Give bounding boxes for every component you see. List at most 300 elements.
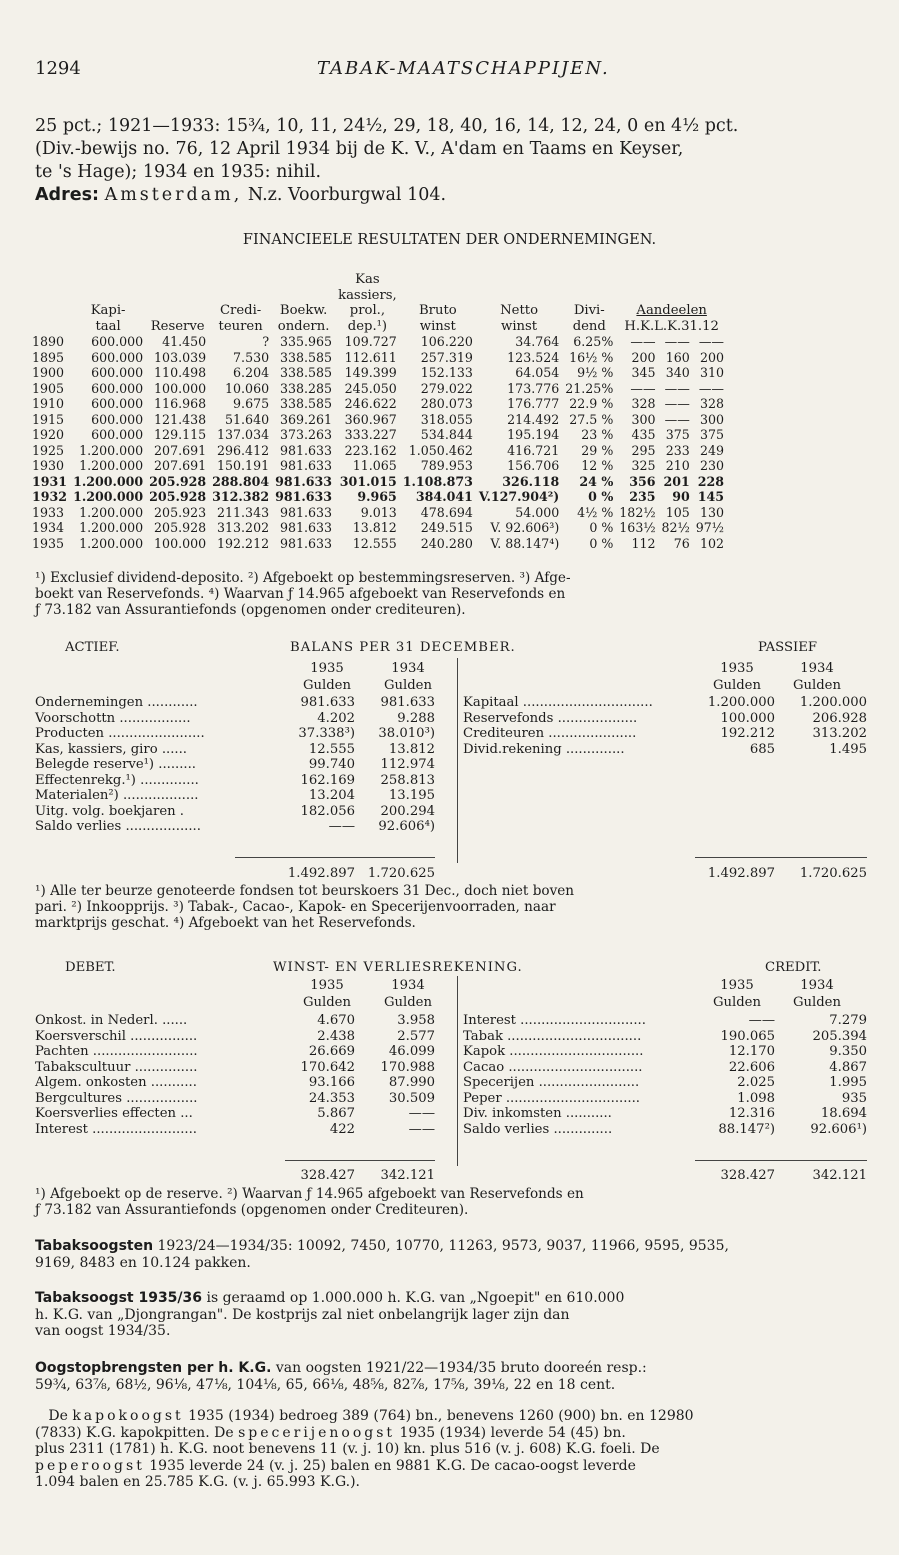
pl-title: WINST- EN VERLIESREKENING. <box>273 960 523 975</box>
fin-cell: 192.212 <box>217 535 270 551</box>
fin-cell: V. 92.606³) <box>490 520 560 535</box>
fin-cell: 375 <box>699 427 725 442</box>
fin-year: 1935 <box>32 535 65 551</box>
fin-cell: 296.412 <box>217 442 270 458</box>
fin-cell: 0 % <box>589 520 614 535</box>
fin-cell: 981.633 <box>279 442 333 458</box>
fin-year: 1930 <box>32 458 65 473</box>
account-row <box>35 1029 445 1045</box>
account-value-1934: —— <box>408 1121 435 1137</box>
note-line: marktprijs geschat. ⁴) Afgeboekt van het Reservefonds. <box>35 915 416 931</box>
account-value-1934: —— <box>408 1106 435 1121</box>
fin-year: 1932 <box>32 489 68 504</box>
fin-cell: 173.776 <box>507 380 560 396</box>
account-label: Specerijen ........................ <box>463 1075 640 1090</box>
fin-cell: 600.000 <box>91 396 144 411</box>
paragraph-line <box>35 1458 867 1475</box>
account-label: Divid.rekening .............. <box>463 741 625 757</box>
balance-passief-label: PASSIEF <box>758 640 818 655</box>
account-value-1934: 1.495 <box>829 741 867 757</box>
fin-year: 1905 <box>32 380 65 396</box>
account-value-1934: 92.606⁴) <box>378 819 435 834</box>
account-label: Saldo verlies .................. <box>35 819 201 834</box>
fin-cell: 6.25% <box>573 334 614 349</box>
fin-cell: 145 <box>697 489 725 504</box>
fin-cell: 182½ <box>619 504 656 520</box>
account-row <box>463 1060 867 1076</box>
pl-year-1935: 1935 <box>310 978 344 993</box>
fin-cell: 121.438 <box>154 411 207 427</box>
fin-cell: 112.611 <box>344 349 397 365</box>
fin-year: 1920 <box>32 427 65 442</box>
page-title: TABAK-MAATSCHAPPIJEN. <box>317 58 610 79</box>
account-row <box>35 1060 445 1076</box>
account-label: Bergcultures ................. <box>35 1090 198 1106</box>
fin-cell: 156.706 <box>507 458 560 473</box>
fin-cell: 981.633 <box>279 535 333 551</box>
fin-cell: 51.640 <box>225 411 270 427</box>
account-value-1934: 9.350 <box>829 1044 867 1059</box>
fin-cell: 4½ % <box>577 504 614 520</box>
fin-cell: —— <box>698 334 725 349</box>
fin-cell: 356 <box>629 473 656 489</box>
fin-header-year <box>32 272 70 334</box>
fin-cell: 310 <box>699 365 725 380</box>
total-rule <box>285 1160 435 1161</box>
note-line: boekt van Reservefonds. ⁴) Waarvan ƒ 14.965 afgeboekt van Reservefonds en <box>35 586 566 602</box>
column-divider <box>457 976 458 1166</box>
fin-cell: 163½ <box>619 520 656 535</box>
pl-total-1935: 328.427 <box>300 1168 355 1183</box>
account-label: Tabak ................................ <box>463 1028 642 1044</box>
paragraph-text: 1923/24—1934/35: 10092, 7450, 10770, 11263, 9573, 9037, 11966, 9595, 9535, <box>153 1238 729 1254</box>
fin-cell: 13.812 <box>352 520 397 535</box>
paragraph-line <box>35 1238 867 1255</box>
fin-cell: 375 <box>665 427 690 442</box>
account-value-1935: 93.166 <box>308 1075 355 1090</box>
intro-line: 25 pct.; 1921—1933: 15¾, 10, 11, 24½, 29, 18, 40, 16, 14, 12, 24, 0 en 4½ pct. <box>35 116 739 136</box>
balance-actief-label: ACTIEF. <box>65 640 120 655</box>
fin-cell: 333.227 <box>344 427 397 442</box>
paragraph-line: 59¾, 63⅞, 68½, 96⅛, 47⅛, 104⅛, 65, 66⅛, 48⅝, 82⅞, 17⅝, 39⅛, 22 en 18 cent. <box>35 1376 616 1393</box>
fin-cell: 246.622 <box>344 396 397 411</box>
page-number: 1294 <box>35 58 81 79</box>
account-row <box>35 1122 445 1138</box>
balance-total-1934: 1.720.625 <box>367 866 435 881</box>
account-label: Kas, kassiers, giro ...... <box>35 741 187 757</box>
fin-cell: 233 <box>665 442 690 458</box>
fin-cell: 112 <box>631 535 656 551</box>
account-value-1934: 1.995 <box>829 1075 867 1090</box>
fin-cell: 981.633 <box>279 504 333 520</box>
account-row <box>463 742 867 758</box>
fin-cell: 21.25% <box>565 380 614 396</box>
fin-cell: 205.928 <box>149 489 207 504</box>
paragraph-label: Tabaksoogsten <box>35 1238 154 1254</box>
account-row <box>35 1013 445 1029</box>
fin-cell: 205.923 <box>154 504 207 520</box>
note-line: ¹) Exclusief dividend-deposito. ²) Afgeboekt op bestemmingsreserven. ³) Afge- <box>35 570 571 586</box>
fin-cell: 23 % <box>581 427 614 442</box>
account-label: Effectenrekg.¹) .............. <box>35 772 199 788</box>
fin-cell: 338.585 <box>279 349 333 365</box>
fin-row <box>32 334 727 350</box>
account-row <box>463 711 867 727</box>
account-value-1935: 12.170 <box>728 1044 775 1059</box>
account-value-1934: 30.509 <box>388 1090 435 1106</box>
fin-year: 1890 <box>32 334 65 349</box>
fin-cell: 210 <box>665 458 690 473</box>
account-value-1935: 12.316 <box>728 1106 775 1121</box>
fin-cell: 288.804 <box>212 473 270 489</box>
fin-cell: 300 <box>699 411 725 427</box>
fin-cell: 328 <box>699 396 725 411</box>
account-row <box>463 1091 867 1107</box>
account-value-1935: 190.065 <box>720 1028 775 1044</box>
fin-year: 1933 <box>32 504 65 520</box>
fin-year: 1931 <box>32 473 68 489</box>
balance-title: BALANS PER 31 DECEMBER. <box>290 640 516 655</box>
fin-cell: 24 % <box>579 473 614 489</box>
fin-cell: 328 <box>631 396 656 411</box>
fin-cell: 207.691 <box>154 458 207 473</box>
account-row <box>35 804 445 820</box>
account-label: Kapok ................................ <box>463 1044 644 1059</box>
balance-total-1935: 1.492.897 <box>287 866 355 881</box>
balance-year-1935: 1935 <box>310 661 344 676</box>
fin-cell: 29 % <box>581 442 614 458</box>
fin-cell: 295 <box>631 442 656 458</box>
fin-cell: 279.022 <box>420 380 473 396</box>
pl-total-1934: 342.121 <box>380 1168 435 1183</box>
fin-cell: —— <box>664 380 690 396</box>
fin-cell: 230 <box>699 458 725 473</box>
fin-cell: 110.498 <box>154 365 207 380</box>
account-label: Algem. onkosten ........... <box>35 1075 197 1090</box>
account-value-1935: 12.555 <box>308 741 355 757</box>
account-value-1934: 4.867 <box>829 1059 867 1075</box>
fin-title: FINANCIEELE RESULTATEN DER ONDERNEMINGEN. <box>242 232 657 248</box>
balance-actief-items <box>35 695 445 835</box>
paragraph-text: 1935 (1934) leverde 54 (45) bn. <box>395 1424 626 1441</box>
pl-year-1934: 1934 <box>391 978 425 993</box>
fin-cell: 214.492 <box>507 411 560 427</box>
account-label: Interest ......................... <box>35 1121 197 1137</box>
account-value-1934: 205.394 <box>812 1028 867 1044</box>
account-label: Koersverschil ................ <box>35 1028 198 1044</box>
fin-cell: 313.202 <box>217 520 270 535</box>
account-value-1935: 100.000 <box>720 710 775 726</box>
account-value-1935: 24.353 <box>308 1090 355 1106</box>
paragraph-line <box>35 1290 867 1307</box>
fin-row <box>32 458 727 474</box>
fin-cell: 1.200.000 <box>73 489 144 504</box>
fin-cell: 235 <box>629 489 656 504</box>
balance-total-passief-1935: 1.492.897 <box>707 866 775 881</box>
fin-row <box>32 350 727 366</box>
account-value-1935: 170.642 <box>300 1059 355 1075</box>
paragraph-text: van oogsten 1921/22—1934/35 bruto dooreén resp.: <box>271 1360 647 1376</box>
account-row <box>35 1106 445 1122</box>
fin-cell: 9.013 <box>360 504 397 520</box>
balance-notes <box>35 883 867 931</box>
fin-cell: 257.319 <box>420 349 473 365</box>
fin-cell: 82½ <box>661 520 690 535</box>
fin-cell: —— <box>664 411 690 427</box>
fin-cell: ? <box>262 334 270 349</box>
account-row <box>463 1075 867 1091</box>
fin-cell: 1.200.000 <box>79 442 144 458</box>
fin-cell: 100.000 <box>154 380 207 396</box>
fin-cell: V.127.904²) <box>478 489 560 504</box>
fin-cell: 176.777 <box>507 396 560 411</box>
account-value-1935: 685 <box>749 741 775 757</box>
account-row <box>35 819 445 835</box>
fin-header-aandeelen-top: Aandeelen <box>636 303 707 318</box>
fin-cell: 240.280 <box>420 535 473 551</box>
fin-cell: 1.200.000 <box>79 504 144 520</box>
fin-cell: 245.050 <box>344 380 397 396</box>
fin-cell: —— <box>698 380 725 396</box>
fin-cell: 338.585 <box>279 396 333 411</box>
column-divider <box>457 658 458 863</box>
account-value-1934: 3.958 <box>397 1013 435 1028</box>
account-value-1935: 1.098 <box>737 1090 775 1106</box>
fin-cell: —— <box>630 334 656 349</box>
fin-cell: 338.285 <box>279 380 333 396</box>
fin-cell: 201 <box>663 473 690 489</box>
fin-row <box>32 474 727 490</box>
account-label: Kapitaal ............................... <box>463 695 653 710</box>
balance-unit: Gulden <box>384 678 432 693</box>
fin-cell: 9.965 <box>357 489 397 504</box>
account-row <box>35 1044 445 1060</box>
paragraph-tabaksoogsten <box>35 1238 867 1271</box>
fin-header-cell: Kas kassiers, prol., dep.¹) <box>338 272 397 334</box>
account-value-1934: 200.294 <box>380 803 435 819</box>
account-value-1934: 13.812 <box>388 741 435 757</box>
fin-cell: 981.633 <box>275 489 333 504</box>
fin-cell: 76 <box>673 535 690 551</box>
fin-cell: 345 <box>631 365 656 380</box>
paragraph-line <box>35 1360 867 1377</box>
total-rule <box>695 857 867 858</box>
fin-cell: 300 <box>631 411 656 427</box>
account-value-1935: 4.202 <box>317 710 355 726</box>
account-label: Cacao ................................ <box>463 1059 643 1075</box>
fin-cell: 478.694 <box>420 504 473 520</box>
fin-cell: 373.263 <box>279 427 333 442</box>
fin-cell: 223.162 <box>344 442 397 458</box>
account-row <box>463 1106 867 1122</box>
fin-cell: 97½ <box>695 520 725 535</box>
fin-cell: 600.000 <box>91 334 144 349</box>
fin-cell: 123.524 <box>507 349 560 365</box>
total-rule <box>695 1160 867 1161</box>
account-label: Ondernemingen ............ <box>35 695 198 710</box>
fin-cell: 41.450 <box>162 334 207 349</box>
account-label: Peper ................................ <box>463 1090 640 1106</box>
account-value-1934: 9.288 <box>397 710 435 726</box>
fin-cell: —— <box>664 334 690 349</box>
note-line: ¹) Afgeboekt op de reserve. ²) Waarvan ƒ 14.965 afgeboekt van Reservefonds en <box>35 1186 584 1202</box>
account-label: Uitg. volg. boekjaren . <box>35 803 185 819</box>
intro-line: (Div.-bewijs no. 76, 12 April 1934 bij de K. V., A'dam en Taams en Keyser, <box>35 139 684 159</box>
account-value-1935: 1.200.000 <box>707 695 775 710</box>
account-value-1935: 2.438 <box>317 1028 355 1044</box>
balance-sheet <box>35 640 867 880</box>
account-value-1934: 46.099 <box>388 1044 435 1059</box>
account-row <box>463 726 867 742</box>
intro-line: te 's Hage); 1934 en 1935: nihil. <box>35 162 322 182</box>
paragraph-line: 9169, 8483 en 10.124 pakken. <box>35 1254 251 1271</box>
account-value-1935: 4.670 <box>317 1013 355 1028</box>
fin-cell: 211.343 <box>217 504 270 520</box>
fin-header-aandeelen <box>616 272 727 334</box>
account-row <box>35 773 445 789</box>
fin-row <box>32 396 727 412</box>
account-value-1934: 258.813 <box>380 772 435 788</box>
account-value-1934: 981.633 <box>380 695 435 710</box>
fin-cell: 150.191 <box>217 458 270 473</box>
account-value-1935: 981.633 <box>300 695 355 710</box>
address-line <box>35 184 867 207</box>
fin-cell: 1.200.000 <box>73 473 144 489</box>
balance-unit: Gulden <box>793 678 841 693</box>
account-label: Crediteuren ..................... <box>463 726 637 741</box>
pl-unit: Gulden <box>793 995 841 1010</box>
fin-cell: 326.118 <box>502 473 560 489</box>
paragraph-line <box>35 1408 867 1425</box>
account-label: Tabakscultuur ............... <box>35 1059 198 1075</box>
account-value-1934: 92.606¹) <box>810 1121 867 1137</box>
account-value-1934: 1.200.000 <box>799 695 867 710</box>
account-row <box>35 711 445 727</box>
fin-header-cell: Reserve <box>150 318 205 334</box>
fin-cell: 130 <box>699 504 725 520</box>
fin-cell: 0 % <box>588 489 614 504</box>
fin-header-cell: Bruto winst <box>418 303 457 334</box>
paragraph-line: h. K.G. van „Djongrangan". De kostprijs zal niet onbelangrijk lager zijn dan <box>35 1306 570 1323</box>
fin-row <box>32 520 727 536</box>
fin-cell: 10.060 <box>225 380 270 396</box>
paragraph-line: plus 2311 (1781) h. K.G. noot benevens 11 (v. j. 10) kn. plus 516 (v. j. 608) K.G. foeli. De <box>35 1441 660 1457</box>
fin-cell: 34.764 <box>515 334 560 349</box>
fin-cell: 228 <box>697 473 725 489</box>
account-value-1935: 26.669 <box>308 1044 355 1059</box>
account-value-1935: 37.338³) <box>298 726 355 741</box>
fin-cell: 195.194 <box>507 427 560 442</box>
fin-header-row <box>32 272 727 334</box>
pl-year-1934: 1934 <box>800 978 834 993</box>
fin-cell: 149.399 <box>344 365 397 380</box>
account-label: Onkost. in Nederl. ...... <box>35 1013 188 1028</box>
fin-cell: 249.515 <box>420 520 473 535</box>
fin-header-cell: Kapi- taal <box>90 303 126 334</box>
pl-debet-label: DEBET. <box>65 960 116 975</box>
paragraph-tabaksoogst <box>35 1290 867 1340</box>
fin-cell: 200 <box>699 349 725 365</box>
fin-cell: 105 <box>665 504 690 520</box>
fin-cell: 0 % <box>589 535 614 551</box>
fin-cell: 205.928 <box>149 473 207 489</box>
fin-cell: 9½ % <box>577 365 614 380</box>
fin-cell: 981.633 <box>279 520 333 535</box>
pl-credit-items <box>463 1013 867 1137</box>
fin-row <box>32 381 727 397</box>
account-value-1935: 13.204 <box>308 788 355 803</box>
note-line: pari. ²) Inkoopprijs. ³) Tabak-, Cacao-, Kapok- en Specerijenvoorraden, naar <box>35 899 556 915</box>
pl-credit-label: CREDIT. <box>765 960 822 975</box>
fin-cell: 384.041 <box>415 489 473 504</box>
account-value-1935: 88.147²) <box>718 1121 775 1137</box>
fin-cell: 340 <box>665 365 690 380</box>
account-label: Pachten ......................... <box>35 1044 198 1059</box>
total-rule <box>235 857 435 858</box>
account-label: Voorschottn ................. <box>35 710 191 726</box>
account-value-1935: 422 <box>329 1121 355 1137</box>
paragraph-spaced-word: peperoogst <box>35 1457 145 1474</box>
fin-cell: 600.000 <box>91 427 144 442</box>
fin-cell: 360.967 <box>344 411 397 427</box>
fin-row <box>32 365 727 381</box>
fin-row <box>32 489 727 505</box>
balance-passief-items <box>463 695 867 757</box>
fin-cell: —— <box>630 380 656 396</box>
fin-cell: 27.5 % <box>569 411 614 427</box>
fin-cell: 7.530 <box>233 349 270 365</box>
pl-unit: Gulden <box>384 995 432 1010</box>
paragraph-spaced-word: kapokoogst <box>72 1408 184 1424</box>
account-label: Interest .............................. <box>463 1013 646 1028</box>
fin-year: 1915 <box>32 411 65 427</box>
fin-cell: 106.220 <box>420 334 473 349</box>
fin-cell: 789.953 <box>420 458 473 473</box>
account-value-1935: 162.169 <box>300 772 355 788</box>
balance-year-1934: 1934 <box>391 661 425 676</box>
account-value-1934: 313.202 <box>812 726 867 741</box>
fin-row <box>32 505 727 521</box>
account-row <box>463 1044 867 1060</box>
account-value-1934: 206.928 <box>812 710 867 726</box>
note-line: ¹) Alle ter beurze genoteerde fondsen tot beurskoers 31 Dec., doch niet boven <box>35 883 575 899</box>
fin-table <box>32 272 727 551</box>
pl-year-1935: 1935 <box>720 978 754 993</box>
account-label: Koersverlies effecten ... <box>35 1106 193 1121</box>
account-value-1934: 13.195 <box>388 788 435 803</box>
account-value-1934: 18.694 <box>820 1106 867 1121</box>
paragraph-word: De <box>48 1408 68 1424</box>
fin-cell: 1.200.000 <box>79 520 144 535</box>
pl-total-credit-1935: 328.427 <box>720 1168 775 1183</box>
note-line: ƒ 73.182 van Assurantiefonds (opgenomen onder crediteuren). <box>35 602 466 618</box>
account-value-1935: 182.056 <box>300 803 355 819</box>
profit-loss-account <box>35 960 867 1185</box>
fin-cell: 12 % <box>581 458 614 473</box>
fin-cell: 335.965 <box>279 334 333 349</box>
account-label: Saldo verlies .............. <box>463 1121 613 1137</box>
address-label: Adres: <box>35 185 99 205</box>
fin-cell: 369.261 <box>279 411 333 427</box>
fin-header-cell: Netto winst <box>500 303 539 334</box>
account-value-1935: —— <box>748 1013 775 1028</box>
fin-cell: 152.133 <box>420 365 473 380</box>
fin-cell: 54.000 <box>515 504 560 520</box>
account-row <box>35 1091 445 1107</box>
fin-cell: 100.000 <box>154 535 207 551</box>
account-label: Reservefonds ................... <box>463 710 638 726</box>
fin-cell: 280.073 <box>420 396 473 411</box>
